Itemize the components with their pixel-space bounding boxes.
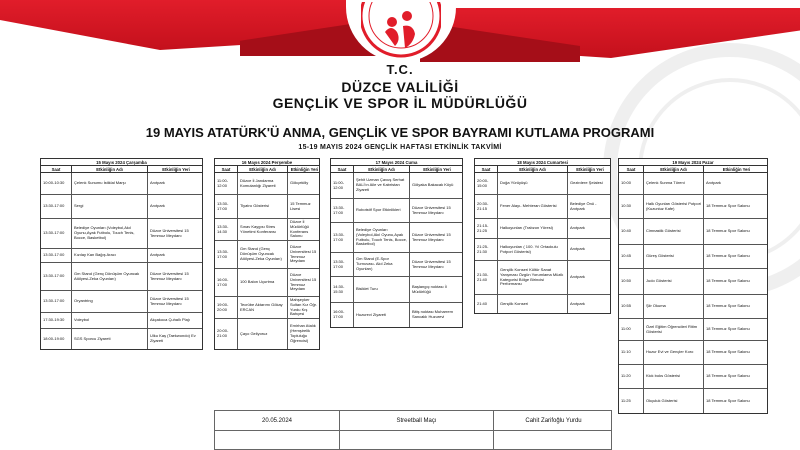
ministry-logo	[346, 0, 456, 62]
cell-saat: 10:30	[621, 203, 632, 209]
table-row	[41, 329, 202, 349]
cell-ad: Oryantring	[71, 291, 147, 312]
cell-ad: Huzurevi Ziyareti	[353, 303, 409, 327]
cell-ad: Güreş Gösterisi	[643, 245, 703, 268]
cell-saat: 19:00-20:00	[217, 301, 229, 312]
cell-yer: Emirhan Atalık (Hemşirelik Topluluğu Öğrencisi)	[287, 319, 321, 349]
cell-ad: Tecrübe Aktarımı Gökay ERCAN	[237, 297, 287, 318]
table-row	[331, 173, 462, 199]
cell-ad: Doğa Yürüyüşü	[497, 173, 567, 194]
column-header-yer: Etkinliğin Yeri	[287, 166, 321, 173]
cell-yer: Akçakoca Çuhallı Plajı	[147, 313, 204, 328]
column-headers	[41, 166, 202, 173]
cell-saat: 11:25	[621, 397, 631, 403]
cell-ad: Tiyatro Gösterisi	[237, 195, 287, 218]
table-row	[331, 223, 462, 253]
cell-saat: 16:00-17:00	[333, 309, 345, 319]
column-headers	[215, 166, 319, 173]
cell-ad: Fener Alayı- Mehteran Gösterisi	[497, 195, 567, 218]
extra-event-row	[215, 411, 611, 431]
cell-yer: Anıtpark	[147, 173, 204, 194]
column-header-saat: Saat	[626, 167, 636, 172]
table-row	[41, 195, 202, 219]
column-header-ad: Etkinliğin Adı	[353, 166, 409, 173]
cell-saat: 10:00-10:30	[43, 180, 65, 186]
table-row	[41, 291, 202, 313]
cell-yer: Düzce Üniversitesi 15 Temmuz Meydanı	[147, 291, 204, 312]
column-header-saat: Saat	[51, 167, 61, 172]
cell-saat: 13:30-17:00	[43, 298, 65, 304]
cell-ad: Şiir Okuma	[643, 295, 703, 318]
cell-ad: Robotstif Spor Etkinlikleri	[353, 199, 409, 222]
table-row	[215, 219, 319, 241]
cell-yer: Anıtpark	[147, 195, 204, 218]
cell-yer: Başlangıç noktası İl Müdürlüğü	[409, 277, 464, 302]
day-title: 16 Mayıs 2024 Perşembe	[215, 159, 319, 166]
cell-saat: 14:30-15:30	[333, 283, 345, 294]
extra-empty-row	[215, 431, 611, 450]
table-row	[619, 295, 767, 319]
cell-saat: 11:00	[621, 326, 631, 332]
table-row	[215, 195, 319, 219]
cell-saat: 11:00-12:00	[333, 179, 345, 190]
day-title: 19 Mayıs 2024 Pazar	[619, 159, 767, 166]
cell-yer: Anıtpark	[567, 239, 612, 260]
column-header-yer: Etkinliğin Yeri	[567, 166, 612, 173]
column-header-saat: Saat	[221, 167, 231, 172]
tc-label: T.C.	[386, 62, 414, 77]
cell-ad: Gm Stand (Genç Dönüşüm Oyuncak Atölyesi-Zeka Oyunları)	[71, 263, 147, 290]
cell-yer: Düzce Üniversitesi 15 Temmuz Meydanı	[409, 253, 464, 276]
cell-yer: Ulku Kaş (Taekwondo) Ev Ziyareti	[147, 329, 204, 349]
table-row	[619, 173, 767, 195]
cell-yer: Düzce İl Müdürlüğü Konferans Salonu	[287, 219, 321, 240]
cell-ad: Judo Gösterisi	[643, 269, 703, 294]
table-row	[41, 263, 202, 291]
cell-yer: Mahşeyker Sultan Kız Öğr. Yurdu Kış Bahçesi	[287, 297, 321, 318]
cell-yer: Düzce Üniversitesi 15 Temmuz Meydanı	[147, 263, 204, 290]
extra-event-table	[214, 410, 612, 450]
cell-saat: 10:40	[621, 228, 632, 234]
table-row	[619, 365, 767, 389]
table-row	[215, 173, 319, 195]
cell-yer: 18 Temmuz Spor Salonu	[703, 389, 769, 413]
table-row	[331, 253, 462, 277]
column-header-ad: Etkinliğin Adı	[237, 166, 287, 173]
day-title: 17 Mayıs 2024 Cuma	[331, 159, 462, 166]
cell-saat: 21:15-21:25	[477, 222, 489, 233]
day-title: 18 Mayıs 2024 Cumartesi	[475, 159, 610, 166]
cell-saat: 20:00-21:00	[217, 328, 229, 338]
cell-saat: 10:00	[621, 180, 632, 186]
table-row	[41, 313, 202, 329]
extra-place: Cahit Zarifoğlu Yurdu	[493, 411, 613, 430]
table-row	[215, 269, 319, 297]
cell-ad: Şehit Uzman Çavuş Serhat BALİ'ın Aile ve Kabristan Ziyareti	[353, 173, 409, 198]
cell-ad: Gençlik Konseri Kültür Sanat Yarışması Özgün Yorumlama Müzik Kategorisi Bölge Birincisi Performansı	[497, 261, 567, 294]
table-row	[215, 241, 319, 269]
cell-ad: Sergi	[71, 195, 147, 218]
cell-saat: 21:25-21:30	[477, 243, 489, 254]
table-row	[41, 249, 202, 263]
table-row	[619, 195, 767, 219]
table-row	[619, 269, 767, 295]
cell-ad: Voleybol	[71, 313, 147, 328]
table-row	[475, 219, 610, 239]
column-header-yer: Etkinliğin Yeri	[703, 166, 769, 173]
cell-yer: Düzce Üniversitesi 15 Temmuz Meydanı	[147, 219, 204, 248]
cell-yer: 18 Temmuz Spor Salonu	[703, 195, 769, 218]
day-table-3	[330, 158, 463, 328]
cell-saat: 13:30-17:00	[333, 204, 345, 215]
cell-ad: Özel Eğitim Öğrencileri Ritim Gösterisi	[643, 319, 703, 340]
cell-yer: Anıtpark	[703, 173, 769, 194]
cell-saat: 16:00-17:00	[217, 276, 229, 287]
cell-saat: 13:30-14:30	[217, 223, 229, 234]
cell-saat: 21:40	[477, 300, 488, 306]
cell-saat: 10:55	[621, 303, 632, 309]
cell-ad: 100 Balon Uçurtma	[237, 269, 287, 296]
table-row	[215, 297, 319, 319]
cell-yer: 18 Temmuz Spor Salonu	[703, 295, 769, 318]
cell-ad: Çelenk Sunumu İstiklal Marşı	[71, 173, 147, 194]
day-title: 15 Mayıs 2024 Çarşamba	[41, 159, 202, 166]
extra-event: Streetball Maçı	[339, 411, 493, 430]
day-table-4	[474, 158, 611, 314]
day-table-2	[214, 158, 320, 350]
table-row	[475, 173, 610, 195]
cell-yer: Düzce Üniversitesi 15 Temmuz Meydanı	[287, 241, 321, 268]
program-title: 19 MAYIS ATATÜRK'Ü ANMA, GENÇLİK VE SPOR BAYRAMI KUTLAMA PROGRAMI	[145, 125, 655, 140]
day-table-5	[618, 158, 768, 414]
cell-saat: 17:30-19:30	[43, 317, 65, 323]
cell-ad: Gm Stand (E-Spor Turnuvası- Akıl Zeka Oyunları)	[353, 253, 409, 276]
table-row	[619, 319, 767, 341]
cell-ad: Halkoyunları ( 100. Yıl Ortaokulu Potpori Gösterisi)	[497, 239, 567, 260]
program-subtitle: 15-19 MAYIS 2024 GENÇLİK HAFTASI ETKİNLİK TAKVİMİ	[298, 144, 502, 151]
table-row	[475, 239, 610, 261]
cell-saat: 10:50	[621, 278, 632, 284]
cell-ad: Çayo Geliyoruz	[237, 319, 287, 349]
cell-yer: Anıtpark	[147, 249, 204, 262]
table-row	[41, 219, 202, 249]
extra-date: 20.05.2024	[261, 417, 293, 424]
cell-saat: 13:30-17:00	[43, 273, 65, 279]
cell-saat: 13:30-17:00	[333, 258, 345, 269]
cell-yer: Gezirdere Şelalesi	[567, 173, 612, 194]
cell-yer: Gökçekiliy	[287, 173, 321, 194]
cell-saat: 11:00-12:00	[217, 177, 229, 188]
cell-ad: Okçuluk Gösterisi	[643, 389, 703, 413]
table-row	[41, 173, 202, 195]
cell-ad: Kick boks Gösterisi	[643, 365, 703, 388]
cell-yer: Gölyaka Bakacak Köyü	[409, 173, 464, 198]
mudurluk-title: GENÇLİK VE SPOR İL MÜDÜRLÜĞÜ	[272, 95, 528, 111]
cell-ad: Çelenk Sunma Töreni	[643, 173, 703, 194]
cell-saat: 13:30-17:00	[217, 200, 229, 211]
column-header-ad: Etkinliğin Adı	[71, 166, 147, 173]
cell-ad: Huzur Evi ve Gençler Koro	[643, 341, 703, 364]
cell-ad: Belediye Oyunları (Voleybol,Akıl Oyunu,Ayak Futbolu, Touch Tenis, Bocce, Basketbol)	[353, 223, 409, 252]
table-row	[619, 245, 767, 269]
cell-saat: 21:30-21:40	[477, 271, 489, 282]
cell-yer: Düzce Üniversitesi 15 Temmuz Meydanı	[409, 199, 464, 222]
cell-ad: Bisiklet Turu	[353, 277, 409, 302]
document-header	[0, 62, 800, 151]
cell-yer: Bitiş noktası Muharrem Sancaklı Huzurevi	[409, 303, 464, 327]
cell-saat: 13:30-17:00	[217, 248, 229, 259]
column-headers	[619, 166, 767, 173]
column-header-saat: Saat	[337, 167, 347, 172]
table-row	[475, 195, 610, 219]
column-headers	[331, 166, 462, 173]
table-row	[331, 199, 462, 223]
cell-saat: 18:00-19:00	[43, 335, 65, 341]
cell-ad: Halkoyunları (Trabzon Yöresi)	[497, 219, 567, 238]
cell-yer: Belediye Önü - Anıtpark	[567, 195, 612, 218]
cell-saat: 13:30-17:00	[43, 203, 65, 209]
cell-yer: 18 Temmuz Spor Salonu	[703, 245, 769, 268]
cell-yer: 18 Temmuz Spor Salonu	[703, 219, 769, 244]
table-row	[619, 341, 767, 365]
cell-saat: 20:00-15:00	[477, 177, 489, 188]
cell-yer: 18 Temmuz Spor Salonu	[703, 319, 769, 340]
cell-saat: 20:30-21:15	[477, 200, 489, 211]
column-header-ad: Etkinliğin Adı	[497, 166, 567, 173]
cell-yer: Düzce Üniversitesi 15 Temmuz Meydanı	[287, 269, 321, 296]
column-header-saat: Saat	[481, 167, 491, 172]
ministry-emblem-icon	[361, 2, 441, 62]
cell-saat: 13:30-17:00	[333, 231, 345, 242]
column-header-yer: Etkinliğin Yeri	[147, 166, 204, 173]
day-table-1	[40, 158, 203, 350]
cell-yer: Anıtpark	[567, 219, 612, 238]
cell-saat: 11:20	[621, 373, 631, 379]
cell-saat: 13:30-17:00	[43, 230, 65, 236]
table-row	[475, 295, 610, 313]
cell-ad: Kızılay Kan Bağış Aracı	[71, 249, 147, 262]
cell-ad: Düzce İl Jandarma Komutanlığı Ziyareti	[237, 173, 287, 194]
cell-ad: SGS Sporcu Ziyareti	[71, 329, 147, 349]
table-row	[215, 319, 319, 349]
table-row	[619, 389, 767, 413]
cell-yer: 18 Temmuz Spor Salonu	[703, 269, 769, 294]
cell-ad: Gm Stand (Genç Dönüşüm Oyuncak Atölyesi-Zeka Oyunları)	[237, 241, 287, 268]
cell-saat: 13:30-17:00	[43, 252, 65, 258]
cell-ad: Halk Oyunları Gösterisi Potpori (Kuzuniuz Kafe)	[643, 195, 703, 218]
cell-yer: 18 Temmuz Spor Salonu	[703, 365, 769, 388]
cell-yer: Anıtpark	[567, 295, 612, 313]
valilik-title: DÜZCE VALİLİĞİ	[341, 79, 459, 95]
cell-ad: Belediye Oyunları (Voleybol,Akıl Oyunu,Ayak Futbolu, Touch Tenis, Bocce, Basketbol)	[71, 219, 147, 248]
cell-ad: Sınav Kaygısı Stres Yönetimi Konferansı	[237, 219, 287, 240]
table-row	[619, 219, 767, 245]
cell-yer: Düzce Üniversitesi 15 Temmuz Meydanı	[409, 223, 464, 252]
cell-yer: 18 Temmuz Spor Salonu	[703, 341, 769, 364]
table-row	[331, 277, 462, 303]
column-header-ad: Etkinliğin Adı	[643, 166, 703, 173]
cell-ad: Gençlik Konseri	[497, 295, 567, 313]
table-row	[331, 303, 462, 327]
cell-ad: Cimnastik Gösterisi	[643, 219, 703, 244]
cell-yer: Anıtpark	[567, 261, 612, 294]
column-headers	[475, 166, 610, 173]
table-row	[475, 261, 610, 295]
cell-yer: 15 Temmuz Lisesi	[287, 195, 321, 218]
column-header-yer: Etkinliğin Yeri	[409, 166, 464, 173]
cell-saat: 10:45	[621, 253, 632, 259]
cell-saat: 11:10	[621, 349, 631, 355]
